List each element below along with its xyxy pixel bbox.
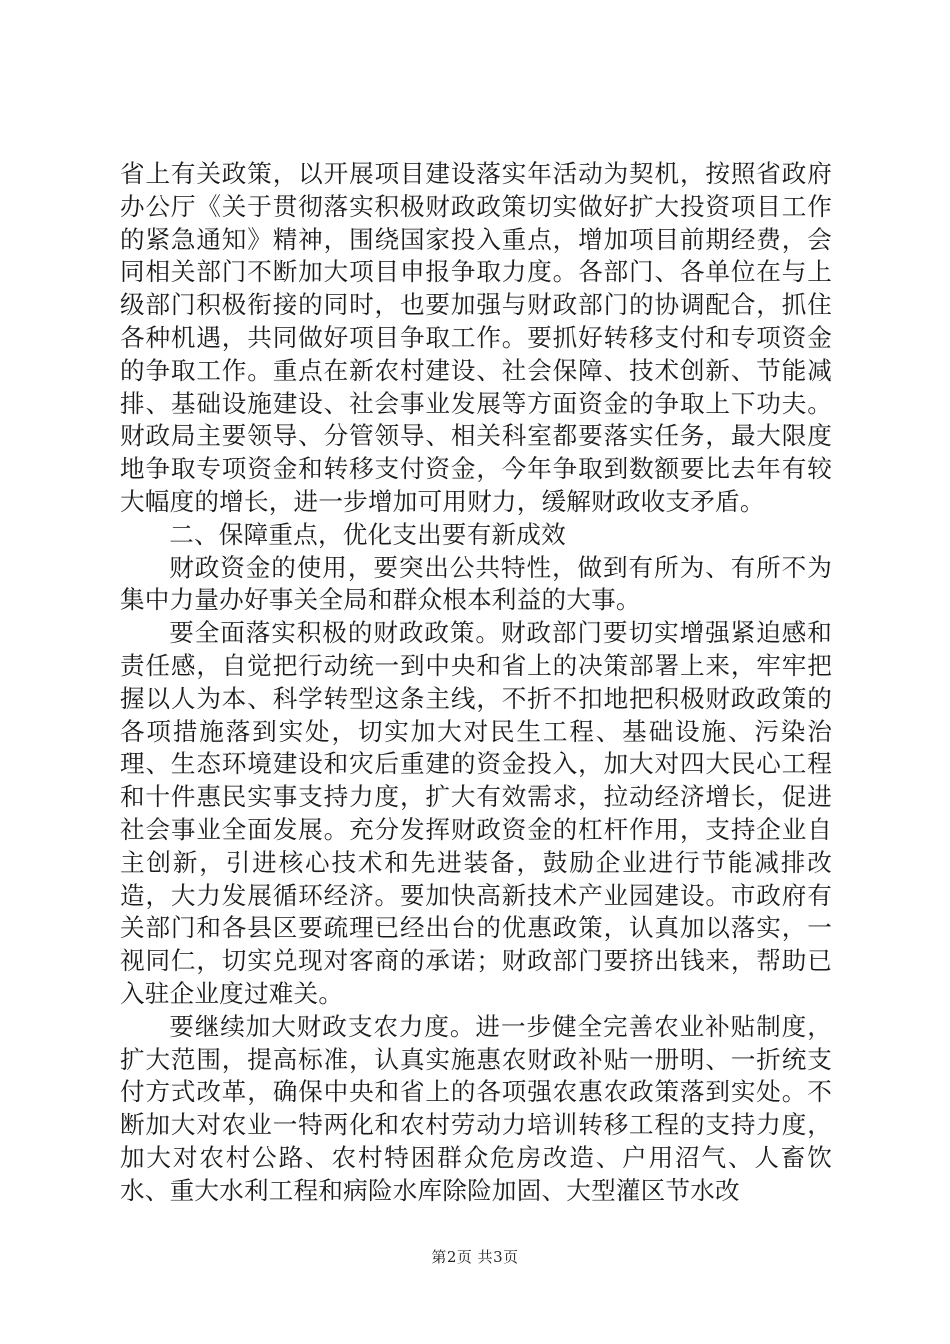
paragraph-1: 省上有关政策，以开展项目建设落实年活动为契机，按照省政府办公厅《关于贯彻落实积极财政政策切实做好扩大投资项目工作的紧急通知》精神，围绕国家投入重点，增加项目前期经费，会同相关部门不断加大项目申报争取力度。各部门、各单位在与上级部门积极衔接的同时，也要加强与财政部门的协调配合，抓住各种机遇，共同做好项目争取工作。要抓好转移支付和专项资金的争取工作。重点在新农村建设、社会保障、技术创新、节能减排、基础设施建设、社会事业发展等方面资金的争取上下功夫。财政局主要领导、分管领导、相关科室都要落实任务，最大限度地争取专项资金和转移支付资金，今年争取到数额要比去年有较大幅度的增长，进一步增加可用财力，缓解财政收支矛盾。 [120, 159, 832, 516]
document-body [120, 158, 832, 1208]
paragraph-2: 财政资金的使用，要突出公共特性，做到有所为、有所不为集中力量办好事关全局和群众根本利益的大事。 [120, 552, 832, 615]
paragraph-4: 要继续加大财政支农力度。进一步健全完善农业补贴制度，扩大范围，提高标准，认真实施惠农财政补贴一册明、一折统支付方式改革，确保中央和省上的各项强农惠农政策落到实处。不断加大对农业一特两化和农村劳动力培训转移工程的支持力度，加大对农村公路、农村特困群众危房改造、户用沼气、人畜饮水、重大水利工程和病险水库除险加固、大型灌区节水改 [120, 1011, 832, 1205]
page-number: 第2页 共3页 [431, 1248, 519, 1266]
section-heading: 二、保障重点，优化支出要有新成效 [169, 519, 566, 549]
paragraph-3: 要全面落实积极的财政政策。财政部门要切实增强紧迫感和责任感，自觉把行动统一到中央和省上的决策部署上来，牢牢把握以人为本、科学转型这条主线，不折不扣地把积极财政政策的各项措施落到实处，切实加大对民生工程、基础设施、污染治理、生态环境建设和灾后重建的资金投入，加大对四大民心工程和十件惠民实事支持力度，扩大有效需求，拉动经济增长，促进社会事业全面发展。充分发挥财政资金的杠杆作用，支持企业自主创新，引进核心技术和先进装备，鼓励企业进行节能减排改造，大力发展循环经济。要加快高新技术产业园建设。市政府有关部门和各县区要疏理已经出台的优惠政策，认真加以落实，一视同仁，切实兑现对客商的承诺；财政部门要挤出钱来，帮助已入驻企业度过难关。 [120, 618, 832, 1008]
